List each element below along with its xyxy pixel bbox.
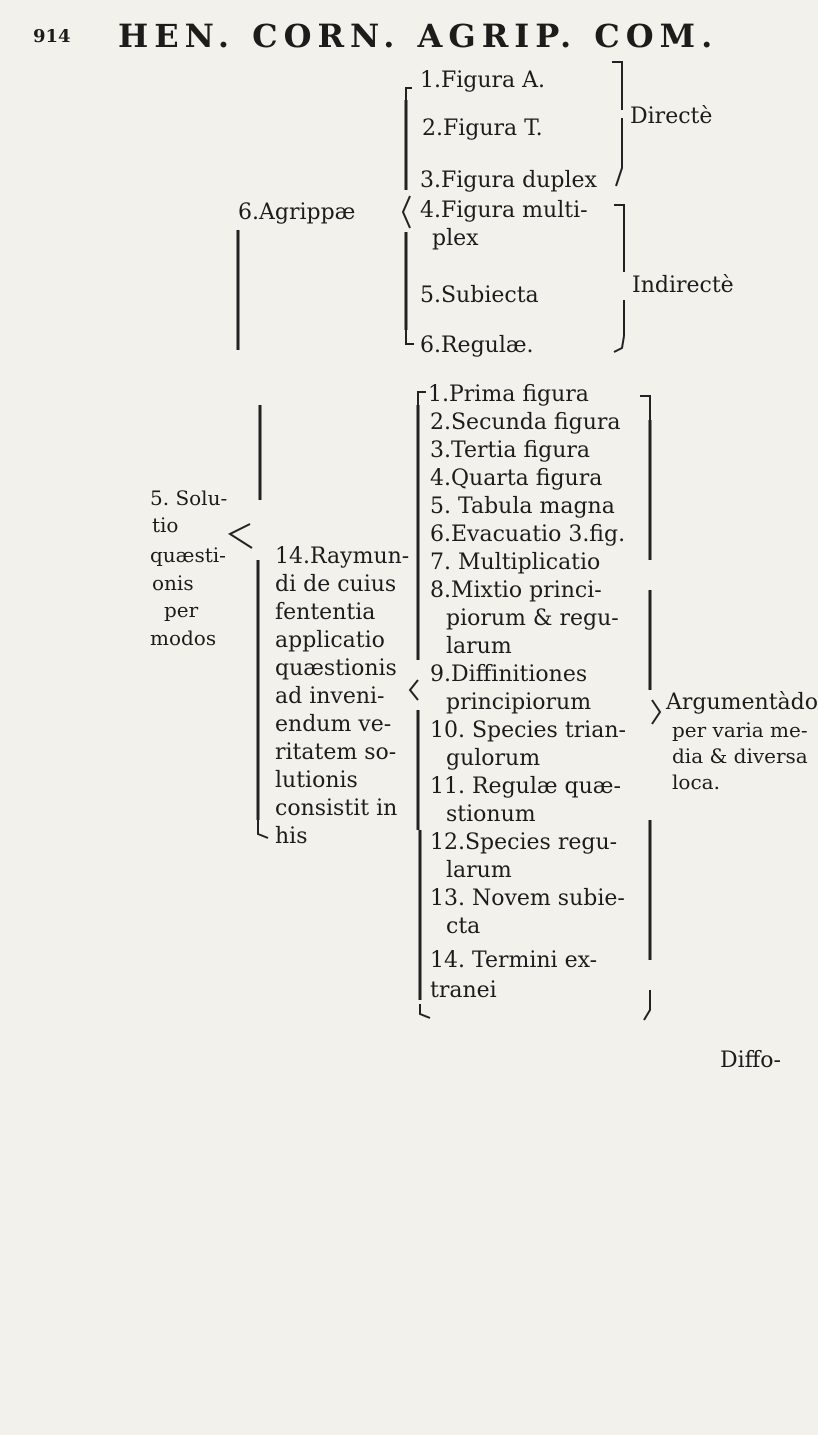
solutio-line-4: onis bbox=[152, 571, 194, 595]
running-title: HEN. CORN. AGRIP. COM. bbox=[118, 17, 719, 55]
raymundi-line-6: ad inveni- bbox=[275, 684, 385, 709]
figure-item-12: 12.Species regu- bbox=[430, 830, 618, 855]
group-direct: Directè bbox=[630, 104, 713, 129]
catchword: Diffo- bbox=[720, 1048, 781, 1073]
solutio-line-2: tio bbox=[152, 513, 179, 537]
figure-item-14: 14. Termini ex- bbox=[430, 948, 598, 973]
raymundi-line-8: ritatem so- bbox=[275, 740, 397, 765]
figure-item-1: 1.Prima figura bbox=[428, 382, 589, 407]
raymundi-line-4: applicatio bbox=[275, 628, 385, 653]
root-agrippae: 6.Agrippæ bbox=[238, 200, 356, 225]
item-figura-a: 1.Figura A. bbox=[420, 68, 546, 93]
raymundi-line-7: endum ve- bbox=[275, 712, 392, 737]
item-figura-multiplex: 4.Figura multi- bbox=[420, 198, 588, 223]
argument-line-3: dia & diversa bbox=[672, 744, 808, 768]
figure-item-13-cont: cta bbox=[446, 914, 481, 939]
raymundi-line-2: di de cuius bbox=[275, 572, 397, 597]
page-number: 914 bbox=[33, 26, 71, 47]
raymundi-line-3: fententia bbox=[275, 600, 376, 625]
item-figura-multiplex-cont: plex bbox=[432, 226, 479, 251]
figure-item-2: 2.Secunda figura bbox=[430, 410, 621, 435]
argument-line-1: Argumentàdo bbox=[666, 690, 818, 715]
figure-item-11: 11. Regulæ quæ- bbox=[430, 774, 621, 799]
figure-item-10: 10. Species trian- bbox=[430, 718, 626, 743]
figure-item-3: 3.Tertia figura bbox=[430, 438, 591, 463]
item-figura-t: 2.Figura T. bbox=[422, 116, 543, 141]
raymundi-line-9: lutionis bbox=[275, 768, 358, 793]
figure-item-6: 6.Evacuatio 3.fig. bbox=[430, 522, 626, 547]
figure-item-8-cont2: larum bbox=[446, 634, 512, 659]
figure-item-8: 8.Mixtio princi- bbox=[430, 578, 602, 603]
figure-item-12-cont: larum bbox=[446, 858, 512, 883]
item-regulae: 6.Regulæ. bbox=[420, 333, 534, 358]
raymundi-line-11: his bbox=[275, 824, 308, 849]
solutio-line-5: per bbox=[164, 598, 199, 622]
figure-item-5: 5. Tabula magna bbox=[430, 494, 615, 519]
figure-item-13: 13. Novem subie- bbox=[430, 886, 625, 911]
figure-item-9-cont: principiorum bbox=[446, 690, 592, 715]
solutio-line-1: 5. Solu- bbox=[150, 486, 228, 510]
argument-line-2: per varia me- bbox=[672, 718, 808, 742]
solutio-line-6: modos bbox=[150, 626, 217, 650]
figure-item-9: 9.Diffinitiones bbox=[430, 662, 588, 687]
figure-item-8-cont: piorum & regu- bbox=[446, 606, 619, 631]
raymundi-line-5: quæstionis bbox=[275, 656, 397, 681]
group-indirect: Indirectè bbox=[632, 273, 734, 298]
figure-item-10-cont: gulorum bbox=[446, 746, 541, 771]
argument-line-4: loca. bbox=[672, 770, 720, 794]
figure-item-11-cont: stionum bbox=[446, 802, 536, 827]
raymundi-line-10: consistit in bbox=[275, 796, 398, 821]
raymundi-line-1: 14.Raymun- bbox=[275, 544, 410, 569]
figure-item-7: 7. Multiplicatio bbox=[430, 550, 601, 575]
figure-item-4: 4.Quarta figura bbox=[430, 466, 603, 491]
item-subiecta: 5.Subiecta bbox=[420, 283, 539, 308]
figure-item-14-cont: tranei bbox=[430, 978, 497, 1003]
item-figura-duplex: 3.Figura duplex bbox=[420, 168, 597, 193]
solutio-line-3: quæsti- bbox=[150, 543, 226, 567]
